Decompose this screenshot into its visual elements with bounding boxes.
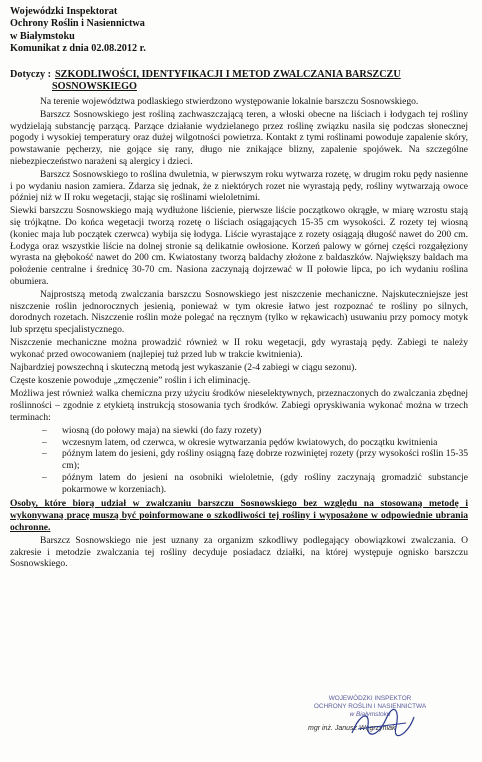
- subject-title: SZKODLIWOŚCI, IDENTYFIKACJI I METOD ZWALCZANIA BARSZCZU: [55, 69, 401, 81]
- paragraph: Niszczenie mechaniczne można prowadzić również w II roku wegetacji, gdy wyrastają pędy. Zabiegi te należy wykonać przed owocowaniem (najlepiej tuż przed lub w trakcie kwitnienia).: [10, 337, 468, 360]
- stamp-line: WOJEWÓDZKI INSPEKTOR: [328, 695, 412, 702]
- paragraph: Barszcz Sosnowskiego jest rośliną zachwaszczającą teren, a włoski obecne na liściach i łodygach tej rośliny wydzielają substancję parzącą. Parzące działanie wydzielanego przez roślinę związku nasila się podczas słonecznej pogody i wysokiej temperatury oraz dużej wilgotności powietrza. Kontakt z tymi roślinami powoduje zapalenie skóry, powstawanie pęcherzy, nie gojące się rany, długo nie znikające blizny, zapalenie spojówek. Na szczególne niebezpieczeństwo narażeni są alergicy i dzieci.: [10, 108, 468, 167]
- list-item: – późnym latem do jesieni, gdy rośliny osiągną fazę dobrze rozwiniętej rozety (przy wysokości roślin 15-35 cm);: [10, 448, 468, 471]
- institution-city: w Białymstoku: [10, 30, 75, 42]
- subject-title-2: SOSNOWSKIEGO: [52, 81, 137, 93]
- letterhead: [10, 6, 468, 55]
- list-item: – wczesnym latem, od czerwca, w okresie wytwarzania pędów kwiatowych, do początku kwitnienia: [10, 437, 468, 449]
- list-item: – późnym latem do jesieni na osobniki wieloletnie, (gdy rośliny zaczynają gromadzić substancje pokarmowe w korzeniach).: [10, 472, 468, 495]
- paragraph: Siewki barszczu Sosnowskiego mają wydłużone liścienie, pierwsze liście początkowo okrągłe, w miarę wzrostu stają się trójkątne. Do końca wegetacji tworzą rozetę o liściach osiągających 15-35 cm wysokości. Z rozety tej wiosną (koniec maja lub początek czerwca) wybija się łodyga. Liście wyrastające z rozety osiągają długość nawet do 200 cm. Łodyga oraz wszystkie liście na dolnej stronie są delikatnie owłosione. Korzeń palowy w górnej części rozgałęziony wyrasta na głębokość nawet do 200 cm. Kwiatostany tworzą baldachy złożone z baldaszków. Największy baldach ma położenie centralne i średnicę 30-70 cm. Nasiona zaczynają dojrzewać w II połowie lipca, po ich wydaniu roślina obumiera.: [10, 205, 468, 287]
- list-item: – wiosną (do połowy maja) na siewki (do fazy rozety): [10, 425, 468, 437]
- announcement-date: Komunikat z dnia 02.08.2012 r.: [10, 42, 146, 54]
- stamp-line: w Białymstoku: [349, 711, 391, 718]
- stamp-line: OCHRONY ROŚLIN I NASIENNICTWA: [313, 703, 427, 710]
- paragraph: Barszcz Sosnowskiego nie jest uznany za organizm szkodliwy podlegający obowiązkowi zwalczania. O zakresie i metodzie zwalczania tej rośliny decyduje posiadacz działki, na której występuje ognisko barszczu Sosnowskiego.: [10, 534, 468, 570]
- institution-name-2: Ochrony Roślin i Nasiennictwa: [10, 18, 145, 30]
- document-body: [10, 96, 468, 570]
- paragraph: Na terenie województwa podlaskiego stwierdzono występowanie lokalnie barszczu Sosnowskiego.: [40, 95, 419, 107]
- safety-warning: Osoby, które biorą udział w zwalczaniu barszczu Sosnowskiego bez względu na stosowaną metodę i wykonywaną pracę muszą być poinformowane o szkodliwości tej rośliny i wyposażone w odpowiednie ubrania ochronne.: [10, 498, 468, 533]
- paragraph: Możliwa jest również walka chemiczna przy użyciu środków nieselektywnych, przeznaczonych do zwalczania zbędnej roślinności – zgodnie z etykietą instrukcją stosowania tych środków. Zabiegi opryskiwania wykonać można w trzech terminach:: [10, 388, 468, 423]
- spray-terms-list: [10, 425, 468, 495]
- subject-label: Dotyczy :: [10, 69, 52, 81]
- paragraph: Najprostszą metodą zwalczania barszczu Sosnowskiego jest niszczenie mechaniczne. Najskuteczniejsze jest niszczenie roślin jednorocznych jesienią, ponieważ w tym okresie łatwo jest rozpoznać te rośliny po silnych, dorodnych rozetach. Niszczenie roślin może polegać na ręcznym (tylko w rękawicach) usuwaniu przy pomocy motyk lub sprzętu specjalistycznego.: [10, 288, 468, 335]
- signature: [308, 725, 396, 733]
- official-stamp: [280, 695, 460, 755]
- subject-block: [10, 69, 468, 93]
- paragraph: Częste koszenie powoduje „zmęczenie” roślin i ich eliminację.: [10, 375, 251, 387]
- signatory-name: mgr inż. Janusz Węgrzyniak: [308, 725, 396, 732]
- paragraph: Najbardziej powszechną i skuteczną metodą jest wykaszanie (2-4 zabiegi w ciągu sezonu).: [10, 362, 357, 374]
- paragraph: Barszcz Sosnowskiego to roślina dwuletnia, w pierwszym roku wytwarza rozetę, w drugim roku pędy nasienne i po wydaniu nasion zamiera. Zdarza się jednak, że z niektórych rozet nie wyrastają pędy, rośliny wytwarzają owoce później niż w II roku wegetacji, stając się roślinami wieloletnimi.: [10, 168, 468, 204]
- institution-name: Wojewódzki Inspektorat: [10, 6, 118, 17]
- signature-scribble: [348, 707, 418, 741]
